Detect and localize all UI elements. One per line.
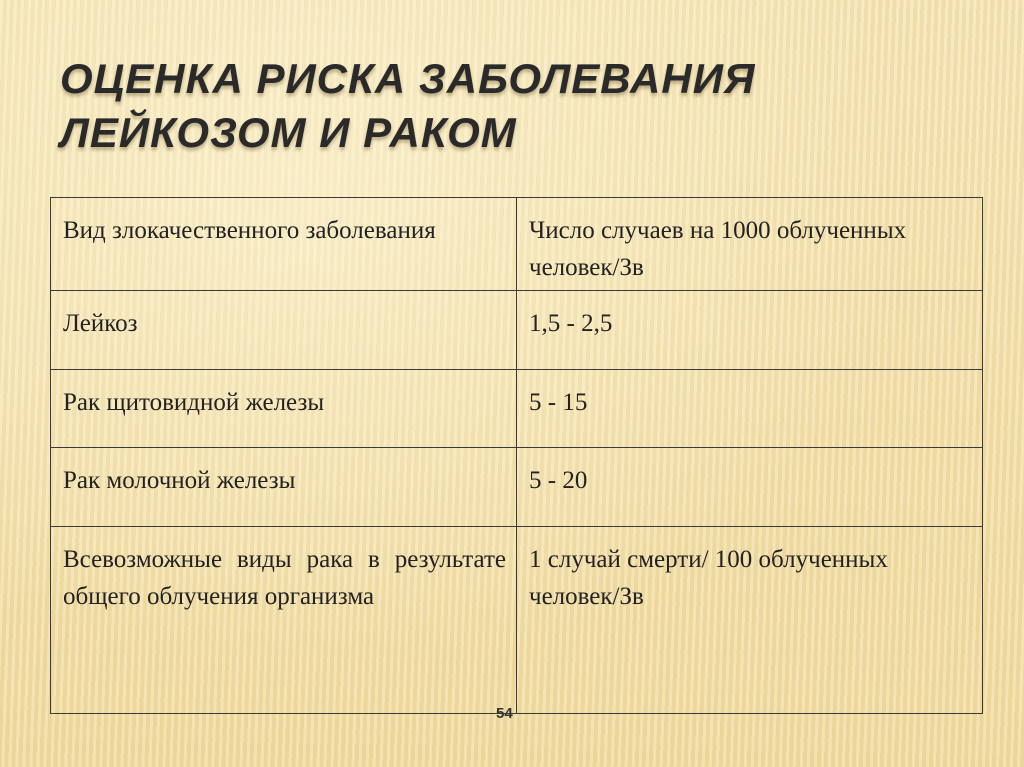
header-cell-case-count: Число случаев на 1000 облученных человек/Зв: [517, 198, 983, 291]
table-cell-value: 5 - 15: [517, 370, 983, 448]
table-row: [51, 527, 983, 714]
table-cell-disease: Всевозможные виды рака в результате общего облучения организма: [51, 527, 517, 714]
page-number: 54: [496, 705, 513, 722]
table-row: [51, 448, 983, 527]
slide-title-line-2: ЛЕЙКОЗОМ И РАКОМ: [60, 109, 517, 156]
table-row: [51, 291, 983, 370]
slide-title: [60, 52, 960, 160]
table-cell-value: 1 случай смерти/ 100 облученных человек/Зв: [517, 527, 983, 714]
table-cell-value: 1,5 - 2,5: [517, 291, 983, 370]
slide-title-line-1: ОЦЕНКА РИСКА ЗАБОЛЕВАНИЯ: [60, 55, 756, 102]
table-cell-disease: Рак щитовидной железы: [51, 370, 517, 448]
header-cell-disease-type: Вид злокачественного заболевания: [51, 198, 517, 291]
table-cell-value: 5 - 20: [517, 448, 983, 527]
risk-table: [50, 197, 983, 714]
table-cell-disease: Рак молочной железы: [51, 448, 517, 527]
table-row: [51, 370, 983, 448]
table-header-row: [51, 198, 983, 291]
table-cell-disease: Лейкоз: [51, 291, 517, 370]
